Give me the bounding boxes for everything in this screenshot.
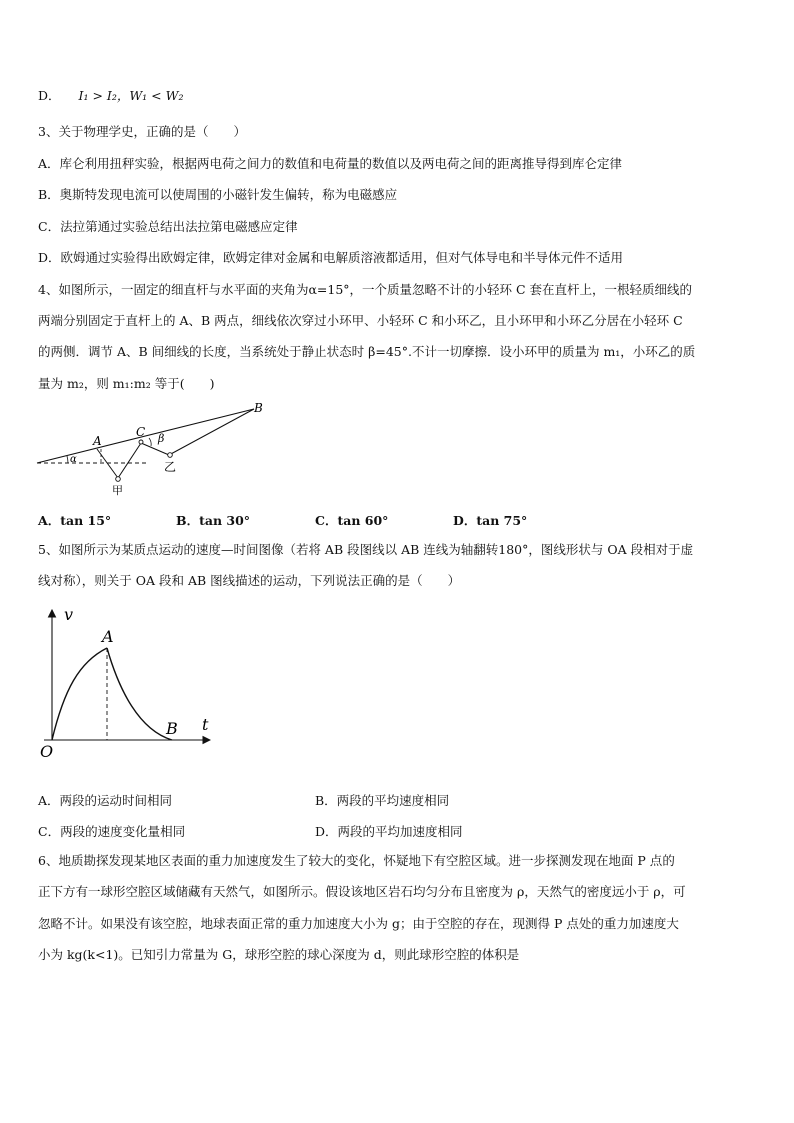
q4-stem-line-4: 量为 m₂，则 m₁:m₂ 等于( ) xyxy=(38,376,215,391)
q6-stem-line-2: 正下方有一球形空腔区域储藏有天然气，如图所示。假设该地区岩石均匀分布且密度为 ρ，天然气的密度远小于 ρ，可 xyxy=(38,884,686,899)
q4-ring-yi xyxy=(168,453,173,458)
q4-label-yi: 乙 xyxy=(164,460,177,474)
q3-option-b: B．奥斯特发现电流可以使周围的小磁针发生偏转，称为电磁感应 xyxy=(38,187,398,202)
q4-label-beta: β xyxy=(158,432,165,445)
q4-string-c-yi xyxy=(141,443,169,455)
q4-option-c: C．tan 60° xyxy=(315,513,389,528)
q4-label-b: B xyxy=(254,401,263,415)
q4-option-d: D．tan 75° xyxy=(453,513,528,528)
q3-option-a: A．库仑利用扭秤实验，根据两电荷之间力的数值和电荷量的数值以及两电荷之间的距离推导得到库仑定律 xyxy=(38,156,623,171)
q4-option-a: A．tan 15° xyxy=(38,513,112,528)
q4-label-a: A xyxy=(93,434,102,448)
q5-label-a: A xyxy=(102,627,114,646)
q5-label-v: v xyxy=(64,605,74,624)
q3-option-c: C．法拉第通过实验总结出法拉第电磁感应定律 xyxy=(38,219,298,234)
q5-option-d: D．两段的平均加速度相同 xyxy=(315,824,463,839)
q3-option-d: D．欧姆通过实验得出欧姆定律，欧姆定律对金属和电解质溶液都适用，但对气体导电和半导体元件不适用 xyxy=(38,250,624,265)
q4-figure xyxy=(30,398,280,500)
q4-label-alpha: α xyxy=(70,454,77,465)
q5-label-b: B xyxy=(166,719,178,738)
q5-label-o: O xyxy=(40,742,54,760)
q4-ring-c xyxy=(139,440,143,444)
q2-option-d xyxy=(38,88,183,104)
q2-option-d-letter: D． xyxy=(38,88,61,103)
q6-stem-line-4: 小为 kg(k<1)。已知引力常量为 G，球形空腔的球心深度为 d，则此球形空腔的体积是 xyxy=(38,947,520,962)
q5-stem-line-2: 线对称），则关于 OA 段和 AB 图线描述的运动，下列说法正确的是（ ） xyxy=(38,573,461,588)
q5-curve-ab xyxy=(107,648,172,740)
q4-label-c: C xyxy=(136,425,146,439)
q6-stem-line-3: 忽略不计。如果没有该空腔，地球表面正常的重力加速度大小为 g；由于空腔的存在，现测得 P 点处的重力加速度大 xyxy=(38,916,679,931)
q2-option-d-math: I₁ > I₂，W₁ < W₂ xyxy=(78,88,184,103)
q5-option-a: A．两段的运动时间相同 xyxy=(38,793,173,808)
q4-string-jia-c xyxy=(118,443,141,478)
q3-stem: 3、关于物理学史，正确的是（ ） xyxy=(38,124,246,139)
q5-figure xyxy=(34,600,224,760)
q4-alpha-arc xyxy=(67,456,68,463)
q4-string-yi-b xyxy=(169,409,254,455)
q5-stem-line-1: 5、如图所示为某质点运动的速度—时间图像（若将 AB 段图线以 AB 连线为轴翻转180°，图线形状与 OA 段相对于虚 xyxy=(38,542,694,557)
q4-stem-line-2: 两端分别固定于直杆上的 A、B 两点，细线依次穿过小环甲、小轻环 C 和小环乙，且小环甲和小环乙分居在小轻环 C xyxy=(38,313,683,328)
q4-stem-line-1: 4、如图所示，一固定的细直杆与水平面的夹角为α=15°，一个质量忽略不计的小轻环 C 套在直杆上，一根轻质细线的 xyxy=(38,282,693,297)
q5-label-t: t xyxy=(202,715,209,734)
q4-option-b: B．tan 30° xyxy=(176,513,251,528)
q4-label-jia: 甲 xyxy=(112,484,123,497)
q4-string-a-jia xyxy=(97,449,118,478)
q5-curve-oa xyxy=(52,648,107,740)
q4-stem-line-3: 的两侧．调节 A、B 间细线的长度，当系统处于静止状态时 β=45°.不计一切摩擦．设小环甲的质量为 m₁，小环乙的质 xyxy=(38,344,696,359)
q6-stem-line-1: 6、地质勘探发现某地区表面的重力加速度发生了较大的变化，怀疑地下有空腔区域。进一步探测发现在地面 P 点的 xyxy=(38,853,675,868)
q4-ring-jia xyxy=(116,477,121,482)
q5-option-c: C．两段的速度变化量相同 xyxy=(38,824,186,839)
q4-beta-arc xyxy=(149,438,151,446)
q5-option-b: B．两段的平均速度相同 xyxy=(315,793,450,808)
